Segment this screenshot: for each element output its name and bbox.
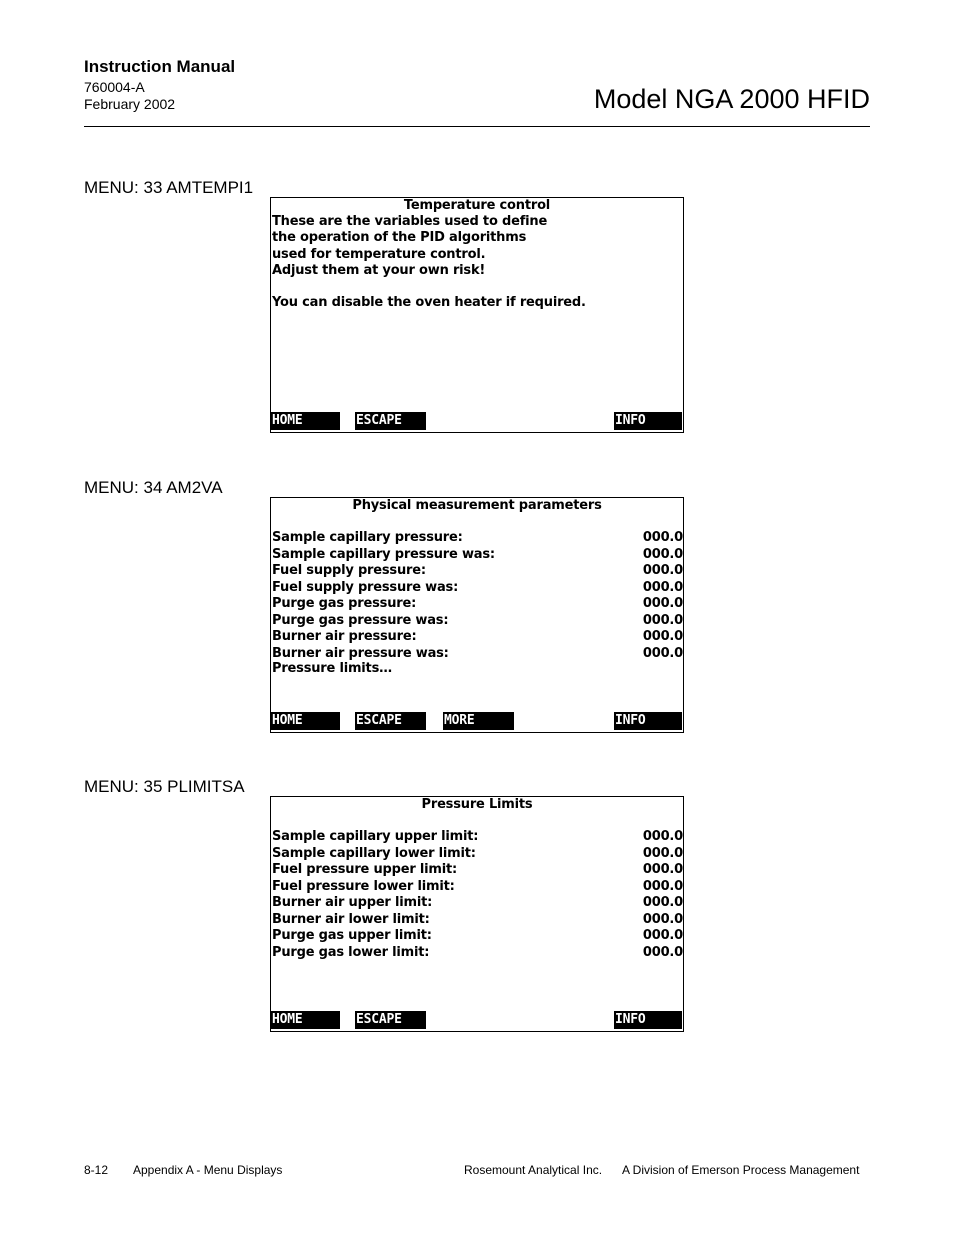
parameter-value: 000.0 bbox=[642, 945, 683, 960]
menu-screen-34 bbox=[270, 497, 684, 733]
parameter-value: 000.0 bbox=[642, 613, 683, 628]
parameter-value: 000.0 bbox=[642, 563, 683, 578]
parameter-value: 000.0 bbox=[642, 912, 683, 927]
parameter-value: 000.0 bbox=[642, 879, 683, 894]
escape-softkey[interactable]: ESCAPE bbox=[355, 1011, 426, 1029]
parameter-value: 000.0 bbox=[642, 629, 683, 644]
menu-label-33: MENU: 33 AMTEMPI1 bbox=[84, 178, 254, 197]
screen-text-line: Adjust them at your own risk! bbox=[272, 263, 486, 278]
screen-title: Temperature control bbox=[403, 198, 551, 213]
escape-softkey[interactable]: ESCAPE bbox=[355, 712, 426, 730]
parameter-value: 000.0 bbox=[642, 829, 683, 844]
parameter-label: Fuel supply pressure was: bbox=[272, 580, 459, 595]
parameter-label: Burner air lower limit: bbox=[272, 912, 430, 927]
screen-title: Pressure Limits bbox=[421, 797, 533, 812]
header-divider bbox=[84, 126, 870, 127]
parameter-value: 000.0 bbox=[642, 547, 683, 562]
menu-screen-35 bbox=[270, 796, 684, 1032]
parameter-label: Burner air pressure was: bbox=[272, 646, 449, 661]
parameter-label: Sample capillary pressure was: bbox=[272, 547, 495, 562]
manual-title: Instruction Manual bbox=[84, 57, 236, 76]
parameter-value: 000.0 bbox=[642, 596, 683, 611]
menu-label-34: MENU: 34 AM2VA bbox=[84, 478, 223, 497]
menu-screen-33 bbox=[270, 197, 684, 433]
info-softkey[interactable]: INFO bbox=[614, 712, 682, 730]
screen-text-line: used for temperature control. bbox=[272, 247, 486, 262]
parameter-value: 000.0 bbox=[642, 846, 683, 861]
document-number: 760004-A bbox=[84, 79, 145, 95]
parameter-label: Sample capillary pressure: bbox=[272, 530, 463, 545]
parameter-value: 000.0 bbox=[642, 646, 683, 661]
parameter-label: Pressure limits… bbox=[272, 661, 392, 676]
home-softkey[interactable]: HOME bbox=[271, 412, 340, 430]
home-softkey[interactable]: HOME bbox=[271, 712, 340, 730]
info-softkey[interactable]: INFO bbox=[614, 412, 682, 430]
footer-company: Rosemount Analytical Inc. bbox=[464, 1163, 603, 1177]
parameter-value: 000.0 bbox=[642, 928, 683, 943]
parameter-label: Purge gas pressure was: bbox=[272, 613, 449, 628]
parameter-value: 000.0 bbox=[642, 530, 683, 545]
footer-page-number: 8-12 bbox=[84, 1163, 109, 1177]
home-softkey[interactable]: HOME bbox=[271, 1011, 340, 1029]
info-softkey[interactable]: INFO bbox=[614, 1011, 682, 1029]
model-name: Model NGA 2000 HFID bbox=[593, 84, 870, 114]
screen-text-line: the operation of the PID algorithms bbox=[272, 230, 527, 245]
screen-text-line: These are the variables used to define bbox=[272, 214, 548, 229]
menu-label-35: MENU: 35 PLIMITSA bbox=[84, 777, 245, 796]
footer-division: A Division of Emerson Process Management bbox=[622, 1163, 860, 1177]
parameter-value: 000.0 bbox=[642, 862, 683, 877]
more-softkey[interactable]: MORE bbox=[443, 712, 514, 730]
parameter-label: Fuel pressure upper limit: bbox=[272, 862, 458, 877]
parameter-label: Purge gas upper limit: bbox=[272, 928, 432, 943]
escape-softkey[interactable]: ESCAPE bbox=[355, 412, 426, 430]
parameter-label: Burner air pressure: bbox=[272, 629, 417, 644]
parameter-label: Sample capillary upper limit: bbox=[272, 829, 479, 844]
parameter-label: Purge gas pressure: bbox=[272, 596, 417, 611]
parameter-label: Burner air upper limit: bbox=[272, 895, 433, 910]
parameter-label: Sample capillary lower limit: bbox=[272, 846, 476, 861]
parameter-value: 000.0 bbox=[642, 895, 683, 910]
screen-title: Physical measurement parameters bbox=[352, 498, 602, 513]
parameter-value: 000.0 bbox=[642, 580, 683, 595]
parameter-label: Purge gas lower limit: bbox=[272, 945, 430, 960]
parameter-label: Fuel supply pressure: bbox=[272, 563, 426, 578]
parameter-label: Fuel pressure lower limit: bbox=[272, 879, 455, 894]
footer-section: Appendix A - Menu Displays bbox=[133, 1163, 283, 1177]
document-date: February 2002 bbox=[84, 96, 176, 112]
screen-text-line: You can disable the oven heater if required. bbox=[272, 295, 586, 310]
